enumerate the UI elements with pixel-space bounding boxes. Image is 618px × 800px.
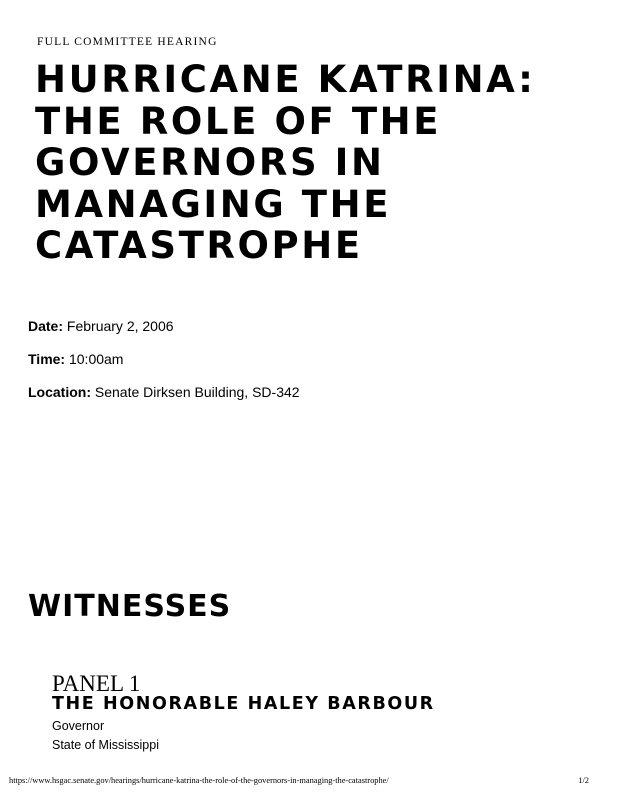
hearing-location: [28, 384, 300, 400]
hearing-date: [28, 318, 174, 334]
panel-label: PANEL 1: [52, 671, 141, 696]
hearing-date-value: February 2, 2006: [66, 318, 174, 334]
page-title: HURRICANE KATRINA: THE ROLE OF THE GOVERNORS IN MANAGING THE CATASTROPHE: [35, 58, 536, 267]
hearing-time-label: Time:: [28, 351, 66, 367]
print-url: https://www.hsgac.senate.gov/hearings/hurricane-katrina-the-role-of-the-governors-in-managing-the-catastrophe/: [9, 776, 389, 785]
witness-role: Governor: [52, 719, 105, 733]
hearing-date-label: Date:: [28, 318, 64, 334]
page-number: 1/2: [578, 776, 589, 785]
witness-name: THE HONORABLE HALEY BARBOUR: [52, 694, 435, 714]
witness-organization: State of Mississippi: [52, 738, 159, 752]
hearing-location-label: Location:: [28, 384, 91, 400]
hearing-time: [28, 351, 123, 367]
hearing-type-label: FULL COMMITTEE HEARING: [37, 36, 218, 48]
hearing-time-value: 10:00am: [68, 351, 124, 367]
witnesses-heading: WITNESSES: [28, 589, 232, 624]
hearing-location-value: Senate Dirksen Building, SD-342: [94, 384, 300, 400]
